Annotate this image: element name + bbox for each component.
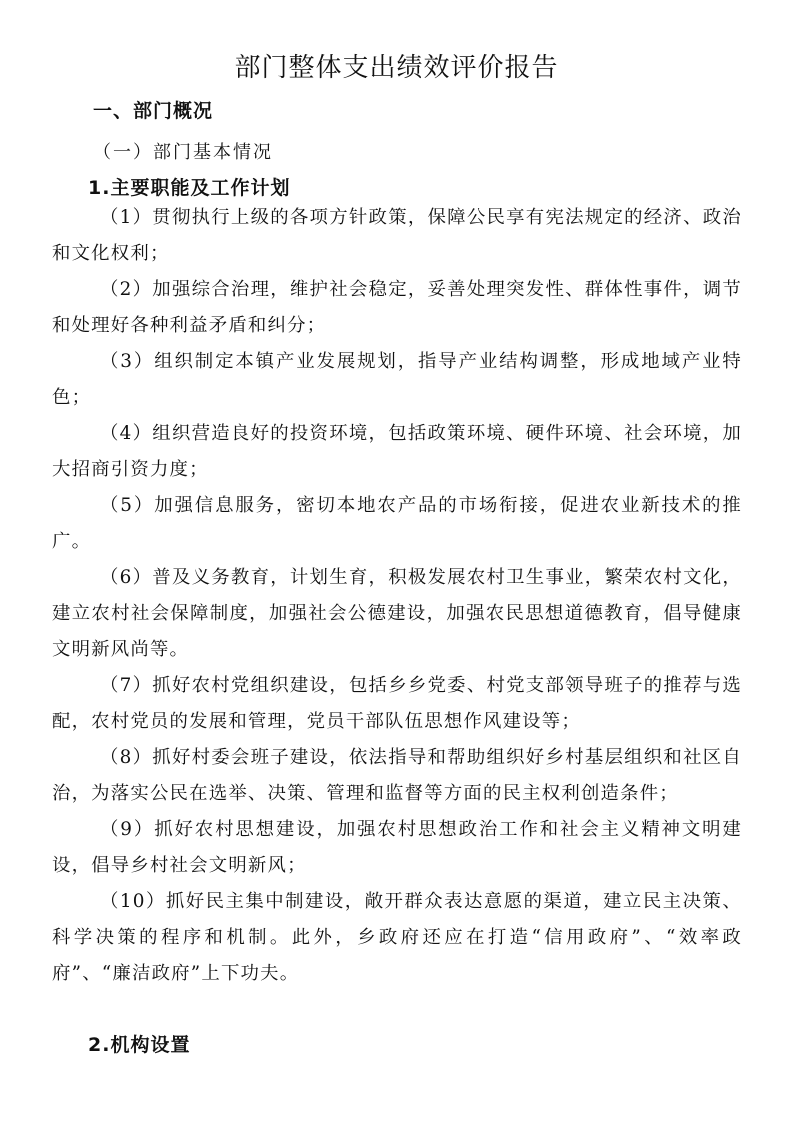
paragraph-item-2: （2）加强综合治理，维护社会稳定，妥善处理突发性、群体性事件，调节和处理好各种利益矛盾和纠分；: [52, 279, 742, 336]
heading-org-structure: 2.机构设置: [88, 1034, 191, 1056]
paragraph-item-9: （9）抓好农村思想建设，加强农村思想政治工作和社会主义精神文明建设，倡导乡村社会文明新风；: [52, 819, 742, 876]
paragraph-item-5: （5）加强信息服务，密切本地农产品的市场衔接，促进农业新技术的推广。: [52, 495, 742, 552]
paragraph-item-4: （4）组织营造良好的投资环境，包括政策环境、硬件环境、社会环境，加大招商引资力度；: [52, 423, 742, 480]
paragraph-list: [52, 200, 742, 992]
section-heading-overview: 一、部门概况: [93, 100, 214, 122]
subsection-heading-basic-info: （一）部门基本情况: [93, 142, 273, 163]
heading-main-functions: 1.主要职能及工作计划: [88, 177, 291, 199]
paragraph-item-6: （6）普及义务教育，计划生育，积极发展农村卫生事业，繁荣农村文化，建立农村社会保障制度，加强社会公德建设，加强农民思想道德教育，倡导健康文明新风尚等。: [52, 567, 742, 660]
document-title: 部门整体支出绩效评价报告: [234, 53, 559, 83]
paragraph-item-8: （8）抓好村委会班子建设，依法指导和帮助组织好乡村基层组织和社区自治，为落实公民在选举、决策、管理和监督等方面的民主权利创造条件；: [52, 747, 742, 804]
paragraph-item-1: （1）贯彻执行上级的各项方针政策，保障公民享有宪法规定的经济、政治和文化权利；: [52, 207, 742, 264]
paragraph-item-3: （3）组织制定本镇产业发展规划，指导产业结构调整，形成地域产业特色；: [52, 351, 742, 408]
paragraph-item-7: （7）抓好农村党组织建设，包括乡乡党委、村党支部领导班子的推荐与选配，农村党员的发展和管理，党员干部队伍思想作风建设等；: [52, 675, 742, 732]
paragraph-item-10: （10）抓好民主集中制建设，敞开群众表达意愿的渠道，建立民主决策、科学决策的程序和机制。此外，乡政府还应在打造“信用政府”、“效率政府”、“廉洁政府”上下功夫。: [52, 891, 742, 984]
